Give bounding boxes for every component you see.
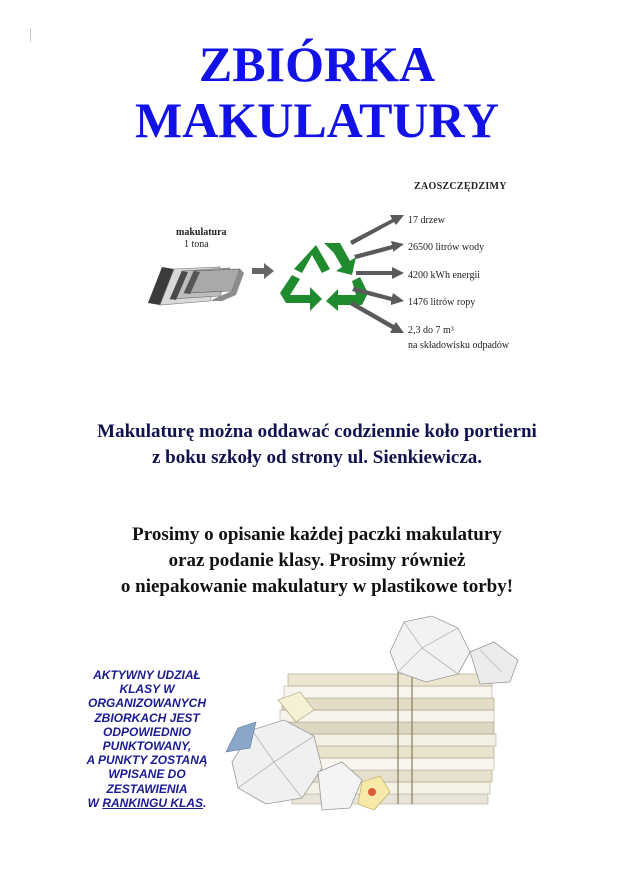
note-line: ODPOWIEDNIO [102, 724, 191, 739]
note-last-suffix: . [203, 795, 207, 810]
saving-item: 1476 litrów ropy [408, 297, 476, 308]
note-line: AKTYWNY UDZIAŁ [93, 668, 201, 682]
note-last-prefix: W [87, 795, 103, 810]
note-line: ZESTAWIENIA [106, 781, 188, 796]
saving-item: na składowisku odpadów [408, 340, 510, 351]
paper-stack-image [222, 612, 526, 827]
saving-item: 2,3 do 7 m³ [408, 325, 454, 336]
recycling-infographic [140, 175, 540, 375]
savings-arrows [350, 215, 404, 333]
request-line2: oraz podanie klasy. Prosimy również [168, 550, 466, 571]
infographic-source-quantity: 1 tona [184, 239, 209, 250]
note-line: A PUNKTY ZOSTANĄ [86, 753, 208, 768]
infographic-header: ZAOSZCZĘDZIMY [414, 181, 507, 192]
note-line: PUNKTOWANY, [102, 739, 192, 754]
page-title-line2: MAKULATURY [135, 92, 499, 148]
class-ranking-note [72, 668, 222, 810]
note-last-line [72, 796, 222, 810]
saving-item: 26500 litrów wody [408, 242, 485, 253]
note-line: WPISANE DO [108, 767, 186, 782]
dropoff-info-line2: z boku szkoły od strony ul. Sienkiewicza. [151, 447, 483, 468]
crumpled-paper-icon [390, 616, 518, 684]
page-title-line1: ZBIÓRKA [198, 36, 436, 92]
infographic-source-label: makulatura [176, 227, 227, 238]
note-line: ORGANIZOWANYCH [88, 696, 206, 711]
ranking-link[interactable]: RANKINGU KLAS [102, 795, 203, 810]
request-line1: Prosimy o opisanie każdej paczki makulatury [132, 524, 502, 545]
saving-item: 17 drzew [408, 215, 445, 226]
request-line3: o niepakowanie makulatury w plastikowe torby! [120, 576, 514, 597]
arrow-icon [252, 263, 274, 279]
saving-item: 4200 kWh energii [408, 270, 481, 281]
dropoff-info-line1: Makulaturę można oddawać codziennie koło portierni [97, 421, 537, 442]
note-line: ZBIORKACH JEST [94, 710, 200, 725]
recycle-icon [280, 243, 368, 311]
note-line: KLASY W [119, 682, 175, 697]
books-icon [148, 267, 244, 305]
